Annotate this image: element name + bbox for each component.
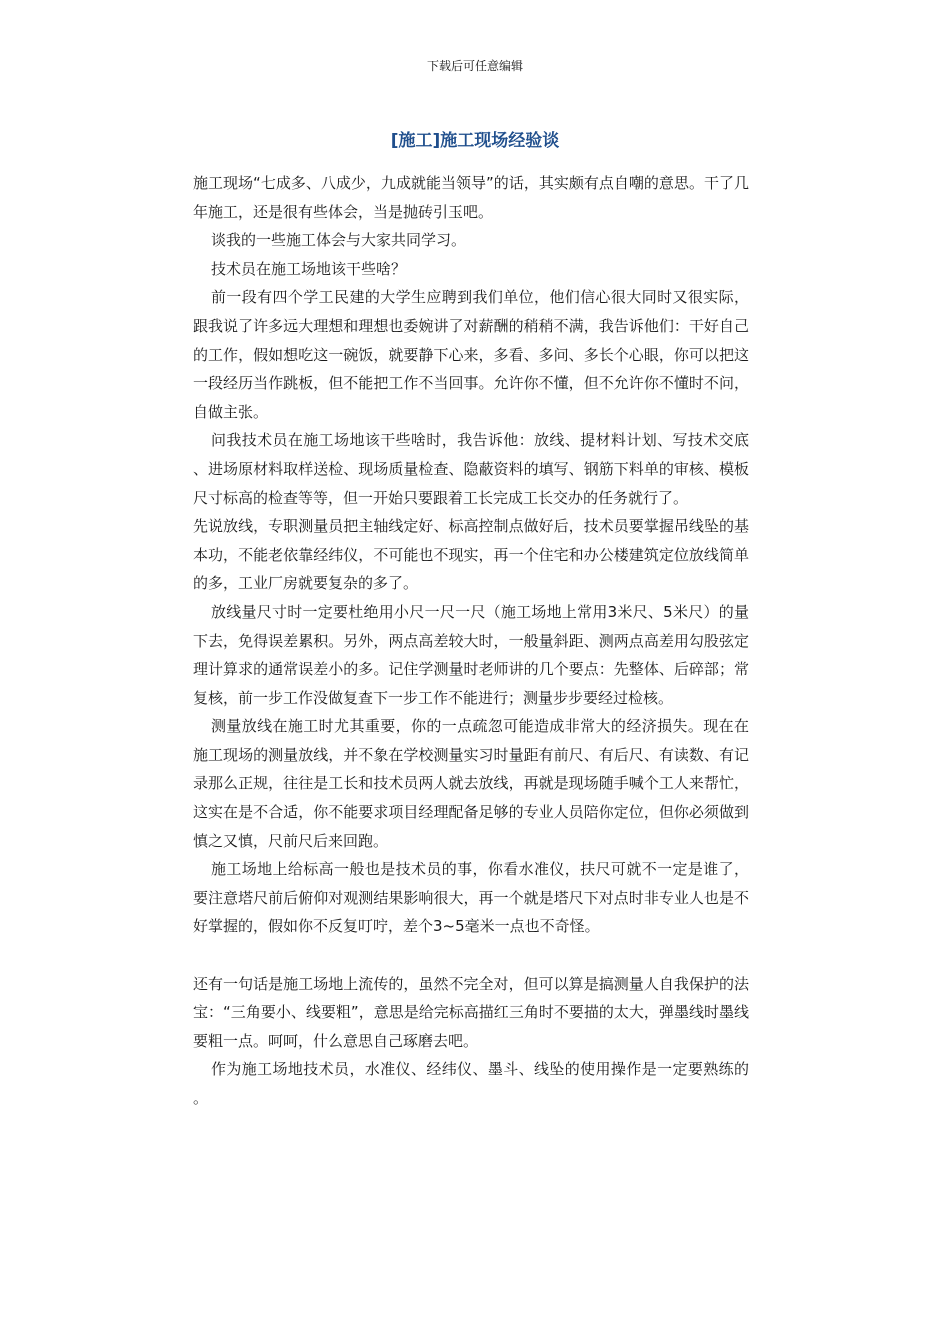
- paragraph-elevation: 施工场地上给标高一般也是技术员的事，你看水准仪，扶尺可就不一定是谁了，要注意塔尺前后俯仰对观测结果影响很大，再一个就是塔尺下对点时非专业人也是不好掌握的，假如你不反复叮咛，差个3~5毫米一点也不奇怪。: [193, 860, 749, 936]
- header-note: 下载后可任意编辑: [426, 59, 523, 73]
- paragraph-graduates: 前一段有四个学工民建的大学生应聘到我们单位，他们信心很大同时又很实际，跟我说了许多远大理想和理想也委婉讲了对薪酬的稍稍不满，我告诉他们：干好自己的工作，假如想吃这一碗饭，就要静下心来，多看、多问、多长个心眼，你可以把这一段经历当作跳板，但不能把工作不当回事。允许你不懂，但不允许你不懂时不问，自做主张。: [193, 288, 749, 421]
- paragraph-setting-out: 先说放线，专职测量员把主轴线定好、标高控制点做好后，技术员要掌握吊线坠的基本功，不能老依靠经纬仪，不可能也不现实，再一个住宅和办公楼建筑定位放线简单的多，工业厂房就要复杂的多了。: [193, 517, 749, 593]
- paragraph-intro: 施工现场“七成多、八成少，九成就能当领导”的话，其实颇有点自嘲的意思。干了几年施工，还是很有些体会，当是抛砖引玉吧。: [193, 174, 749, 221]
- document-title: [施工]施工现场经验谈: [390, 131, 560, 151]
- paragraph-instruments: 作为施工场地技术员，水准仪、经纬仪、墨斗、线坠的使用操作是一定要熟练的。: [193, 1060, 749, 1107]
- paragraph-question: 技术员在施工场地该干些啥？: [211, 259, 407, 278]
- document-body: [193, 169, 749, 1113]
- paragraph-share: 谈我的一些施工体会与大家共同学习。: [211, 231, 467, 250]
- paragraph-saying: 还有一句话是施工场地上流传的，虽然不完全对，但可以算是搞测量人自我保护的法宝：“三角要小、线要粗”，意思是给完标高描红三角时不要描的太大，弹墨线时墨线要粗一点。呵呵，什么意思自己琢磨去吧。: [193, 974, 749, 1050]
- paragraph-measuring: 放线量尺寸时一定要杜绝用小尺一尺一尺（施工场地上常用3米尺、5米尺）的量下去，免得误差累积。另外，两点高差较大时，一般量斜距、测两点高差用勾股弦定理计算求的通常误差小的多。记住学测量时老师讲的几个要点：先整体、后碎部；常复核，前一步工作没做复查下一步工作不能进行；测量步步要经过检核。: [193, 602, 749, 707]
- paragraph-technician-duties: 问我技术员在施工场地该干些啥时，我告诉他：放线、提材料计划、写技术交底、进场原材料取样送检、现场质量检查、隐蔽资料的填写、钢筋下料单的审核、模板尺寸标高的检查等等，但一开始只要跟着工长完成工长交办的任务就行了。: [193, 431, 749, 507]
- paragraph-survey-importance: 测量放线在施工时尤其重要，你的一点疏忽可能造成非常大的经济损失。现在在施工现场的测量放线，并不象在学校测量实习时量距有前尺、有后尺、有读数、有记录那么正规，往往是工长和技术员两人就去放线，再就是现场随手喊个工人来帮忙，这实在是不合适，你不能要求项目经理配备足够的专业人员陪你定位，但你必须做到慎之又慎，尺前尺后来回跑。: [193, 717, 749, 850]
